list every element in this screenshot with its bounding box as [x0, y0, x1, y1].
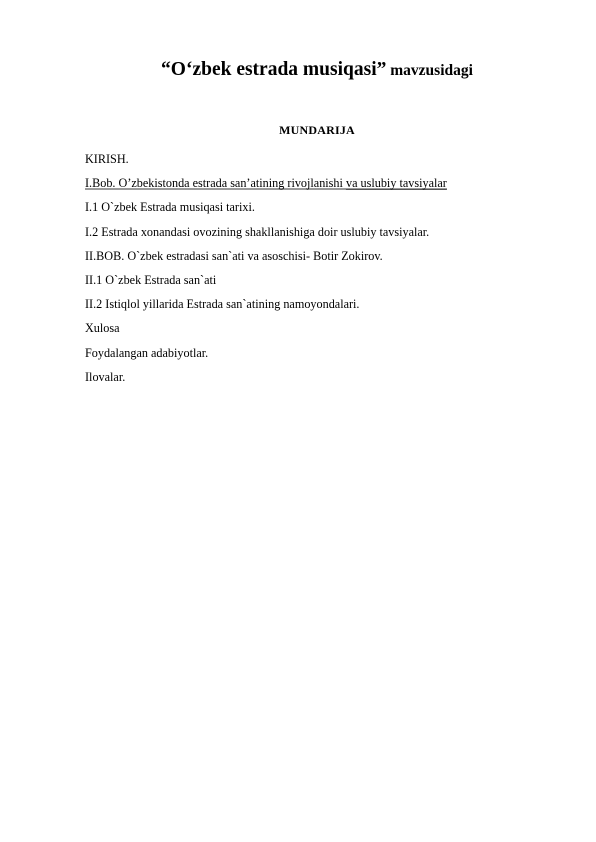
toc-item-2-2 — [85, 292, 447, 316]
toc-item-text: Xulosa — [85, 321, 120, 336]
toc-item-appendix — [85, 365, 447, 389]
toc-item-chapter-2 — [85, 244, 447, 268]
toc-item-underlined-text: va uslubiy tavsiyalar — [345, 176, 447, 191]
toc-item-2-1 — [85, 268, 447, 292]
toc-item-intro — [85, 147, 447, 171]
toc-item-text: Ilovalar. — [85, 369, 126, 384]
toc-item-text: II.2 Istiqlol yillarida Estrada san`atining namoyondalari. — [85, 297, 360, 312]
toc-item-text: II.BOB. O`zbek estradasi san`ati va asoschisi- Botir Zokirov. — [85, 248, 383, 263]
title-main: “O‘zbek estrada musiqasi” — [161, 59, 387, 80]
toc-item-text: Foydalangan adabiyotlar. — [85, 345, 209, 360]
toc-item-text: II.1 O`zbek Estrada san`ati — [85, 272, 217, 287]
toc-item-conclusion — [85, 316, 447, 340]
document-title — [0, 59, 596, 81]
toc-item-text: KIRISH. — [85, 152, 129, 166]
table-of-contents — [85, 147, 447, 389]
toc-item-references — [85, 341, 447, 365]
toc-heading: MUNDARIJA — [279, 123, 355, 137]
title-suffix: mavzusidagi — [386, 62, 473, 79]
toc-item-chapter-1 — [85, 171, 447, 195]
toc-item-1-1 — [85, 195, 447, 219]
toc-item-1-2 — [85, 220, 447, 244]
toc-item-text: I.1 O`zbek Estrada musiqasi tarixi. — [85, 200, 255, 215]
toc-item-text: I.Bob. O’zbekistonda estrada san’atining rivojlanishi — [85, 176, 346, 191]
toc-item-text: I.2 Estrada xonandasi ovozining shakllanishiga doir uslubiy tavsiyalar. — [85, 224, 430, 239]
